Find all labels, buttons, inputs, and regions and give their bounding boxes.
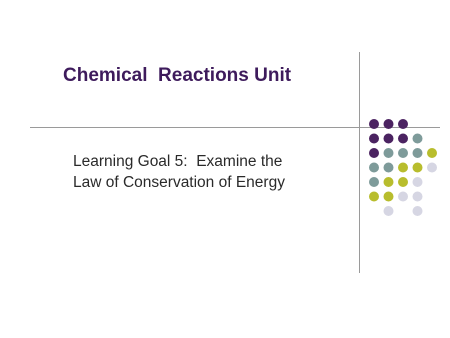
dot-lavender xyxy=(413,206,423,216)
dot-teal xyxy=(369,163,379,173)
dot-teal xyxy=(398,148,408,158)
dot-purple xyxy=(384,119,394,129)
slide-title: Chemical Reactions Unit xyxy=(63,65,292,86)
dot-olive xyxy=(384,192,394,202)
dot-olive xyxy=(413,163,423,173)
dot-lavender xyxy=(413,177,423,187)
dot-olive xyxy=(369,192,379,202)
dot-olive xyxy=(427,148,437,158)
subtitle-line-2: Law of Conservation of Energy xyxy=(73,174,285,191)
subtitle-line-1: Learning Goal 5: Examine the xyxy=(73,153,283,170)
dot-purple xyxy=(369,134,379,144)
dot-purple xyxy=(369,119,379,129)
dot-purple xyxy=(369,148,379,158)
dot-olive xyxy=(398,177,408,187)
dot-lavender xyxy=(384,206,394,216)
dot-lavender xyxy=(398,192,408,202)
dot-olive xyxy=(384,177,394,187)
dot-lavender xyxy=(427,163,437,173)
dot-teal xyxy=(384,163,394,173)
dot-teal xyxy=(413,148,423,158)
dot-teal xyxy=(369,177,379,187)
dot-purple xyxy=(384,134,394,144)
dot-purple xyxy=(398,119,408,129)
dot-lavender xyxy=(413,192,423,202)
dot-teal xyxy=(384,148,394,158)
dot-teal xyxy=(413,134,423,144)
dot-olive xyxy=(398,163,408,173)
dot-purple xyxy=(398,134,408,144)
